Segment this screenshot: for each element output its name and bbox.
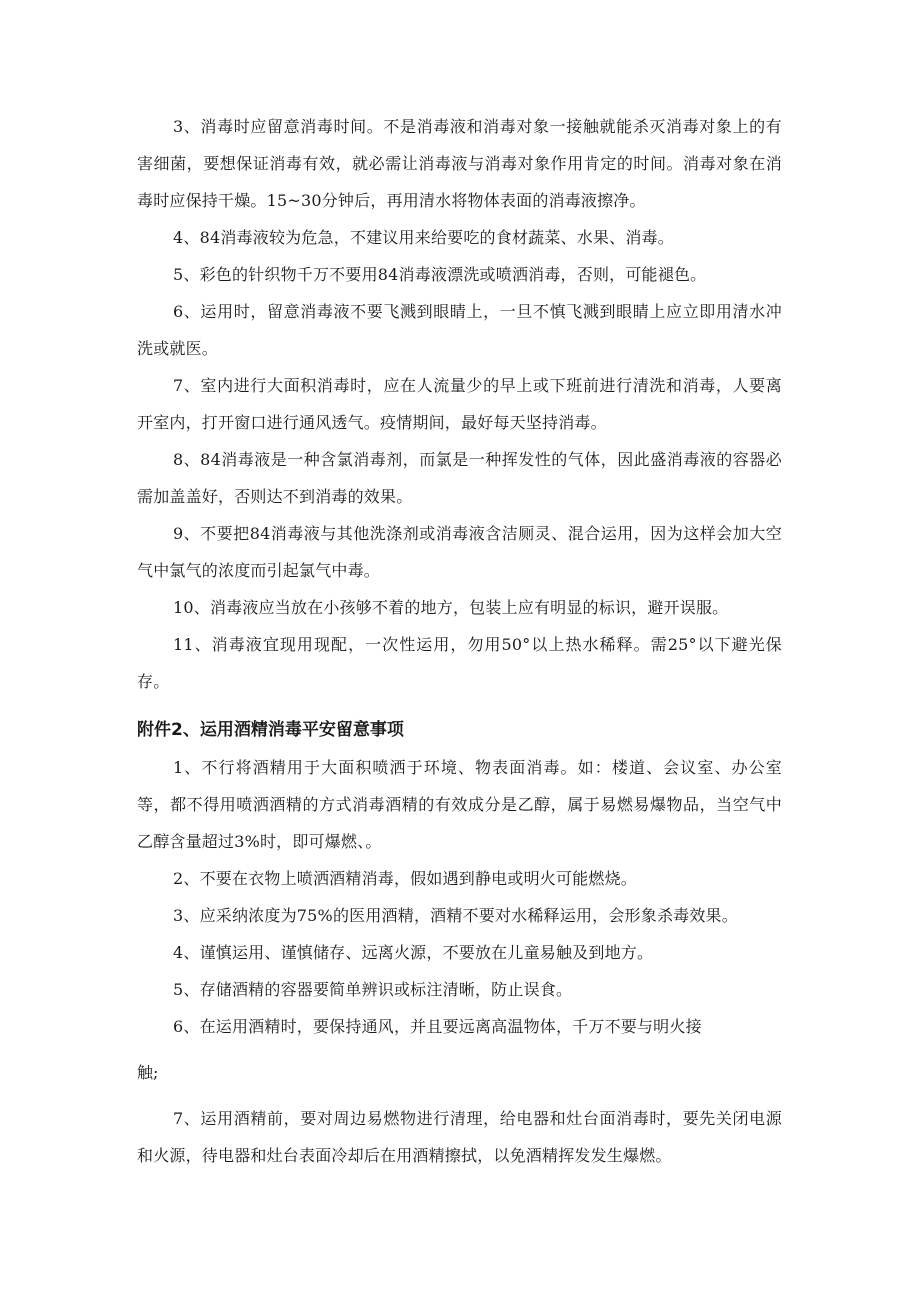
alcohol-item-4: 4、谨慎运用、谨慎储存、远离火源，不要放在儿童易触及到地方。 — [173, 943, 654, 962]
item-8: 8、84消毒液是一种含氯消毒剂，而氯是一种挥发性的气体，因此盛消毒液的容器必需加盖盖好，否则达不到消毒的效果。 — [137, 450, 782, 506]
alcohol-item-3: 3、应采纳浓度为75%的医用酒精，酒精不要对水稀释运用，会形象杀毒效果。 — [173, 906, 738, 925]
item-3: 3、消毒时应留意消毒时间。不是消毒液和消毒对象一接触就能杀灭消毒对象上的有害细菌，要想保证消毒有效，就必需让消毒液与消毒对象作用肯定的时间。消毒对象在消毒时应保持干燥。15~30分钟后，再用清水将物体表面的消毒液擦净。 — [137, 117, 782, 210]
item-4: 4、84消毒液较为危急，不建议用来给要吃的食材蔬菜、水果、消毒。 — [173, 228, 674, 247]
item-9: 9、不要把84消毒液与其他洗涤剂或消毒液含洁厕灵、混合运用，因为这样会加大空气中氯气的浓度而引起氯气中毒。 — [137, 524, 782, 580]
alcohol-item-2: 2、不要在衣物上喷洒酒精消毒，假如遇到静电或明火可能燃烧。 — [173, 869, 637, 888]
alcohol-item-1: 1、不行将酒精用于大面积喷洒于环境、物表面消毒。如：楼道、会议室、办公室等，都不得用喷洒酒精的方式消毒酒精的有效成分是乙醇，属于易燃易爆物品，当空气中乙醇含量超过3%时，即可爆燃、。 — [137, 758, 782, 851]
attachment-2-heading: 附件2、运用酒精消毒平安留意事项 — [137, 720, 404, 740]
item-5: 5、彩色的针织物千万不要用84消毒液漂洗或喷洒消毒，否则，可能褪色。 — [173, 265, 707, 284]
alcohol-item-7: 7、运用酒精前，要对周边易燃物进行清理，给电器和灶台面消毒时，要先关闭电源和火源，待电器和灶台表面冷却后在用酒精擦拭，以免酒精挥发发生爆燃。 — [137, 1109, 782, 1165]
item-11: 11、消毒液宜现用现配，一次性运用，勿用50°以上热水稀释。需25°以下避光保存。 — [137, 635, 782, 691]
item-7: 7、室内进行大面积消毒时，应在人流量少的早上或下班前进行清洗和消毒，人要离开室内，打开窗口进行通风透气。疫情期间，最好每天坚持消毒。 — [137, 376, 782, 432]
document-body — [137, 108, 782, 1174]
alcohol-item-6-continuation: 触; — [137, 1063, 159, 1082]
alcohol-item-5: 5、存储酒精的容器要简单辨识或标注清晰，防止误食。 — [173, 980, 573, 999]
item-6: 6、运用时，留意消毒液不要飞溅到眼睛上，一旦不慎飞溅到眼睛上应立即用清水冲洗或就医。 — [137, 302, 782, 358]
item-10: 10、消毒液应当放在小孩够不着的地方，包装上应有明显的标识，避开误服。 — [173, 598, 729, 617]
alcohol-item-6: 6、在运用酒精时，要保持通风，并且要远离高温物体，千万不要与明火接 — [173, 1017, 702, 1036]
